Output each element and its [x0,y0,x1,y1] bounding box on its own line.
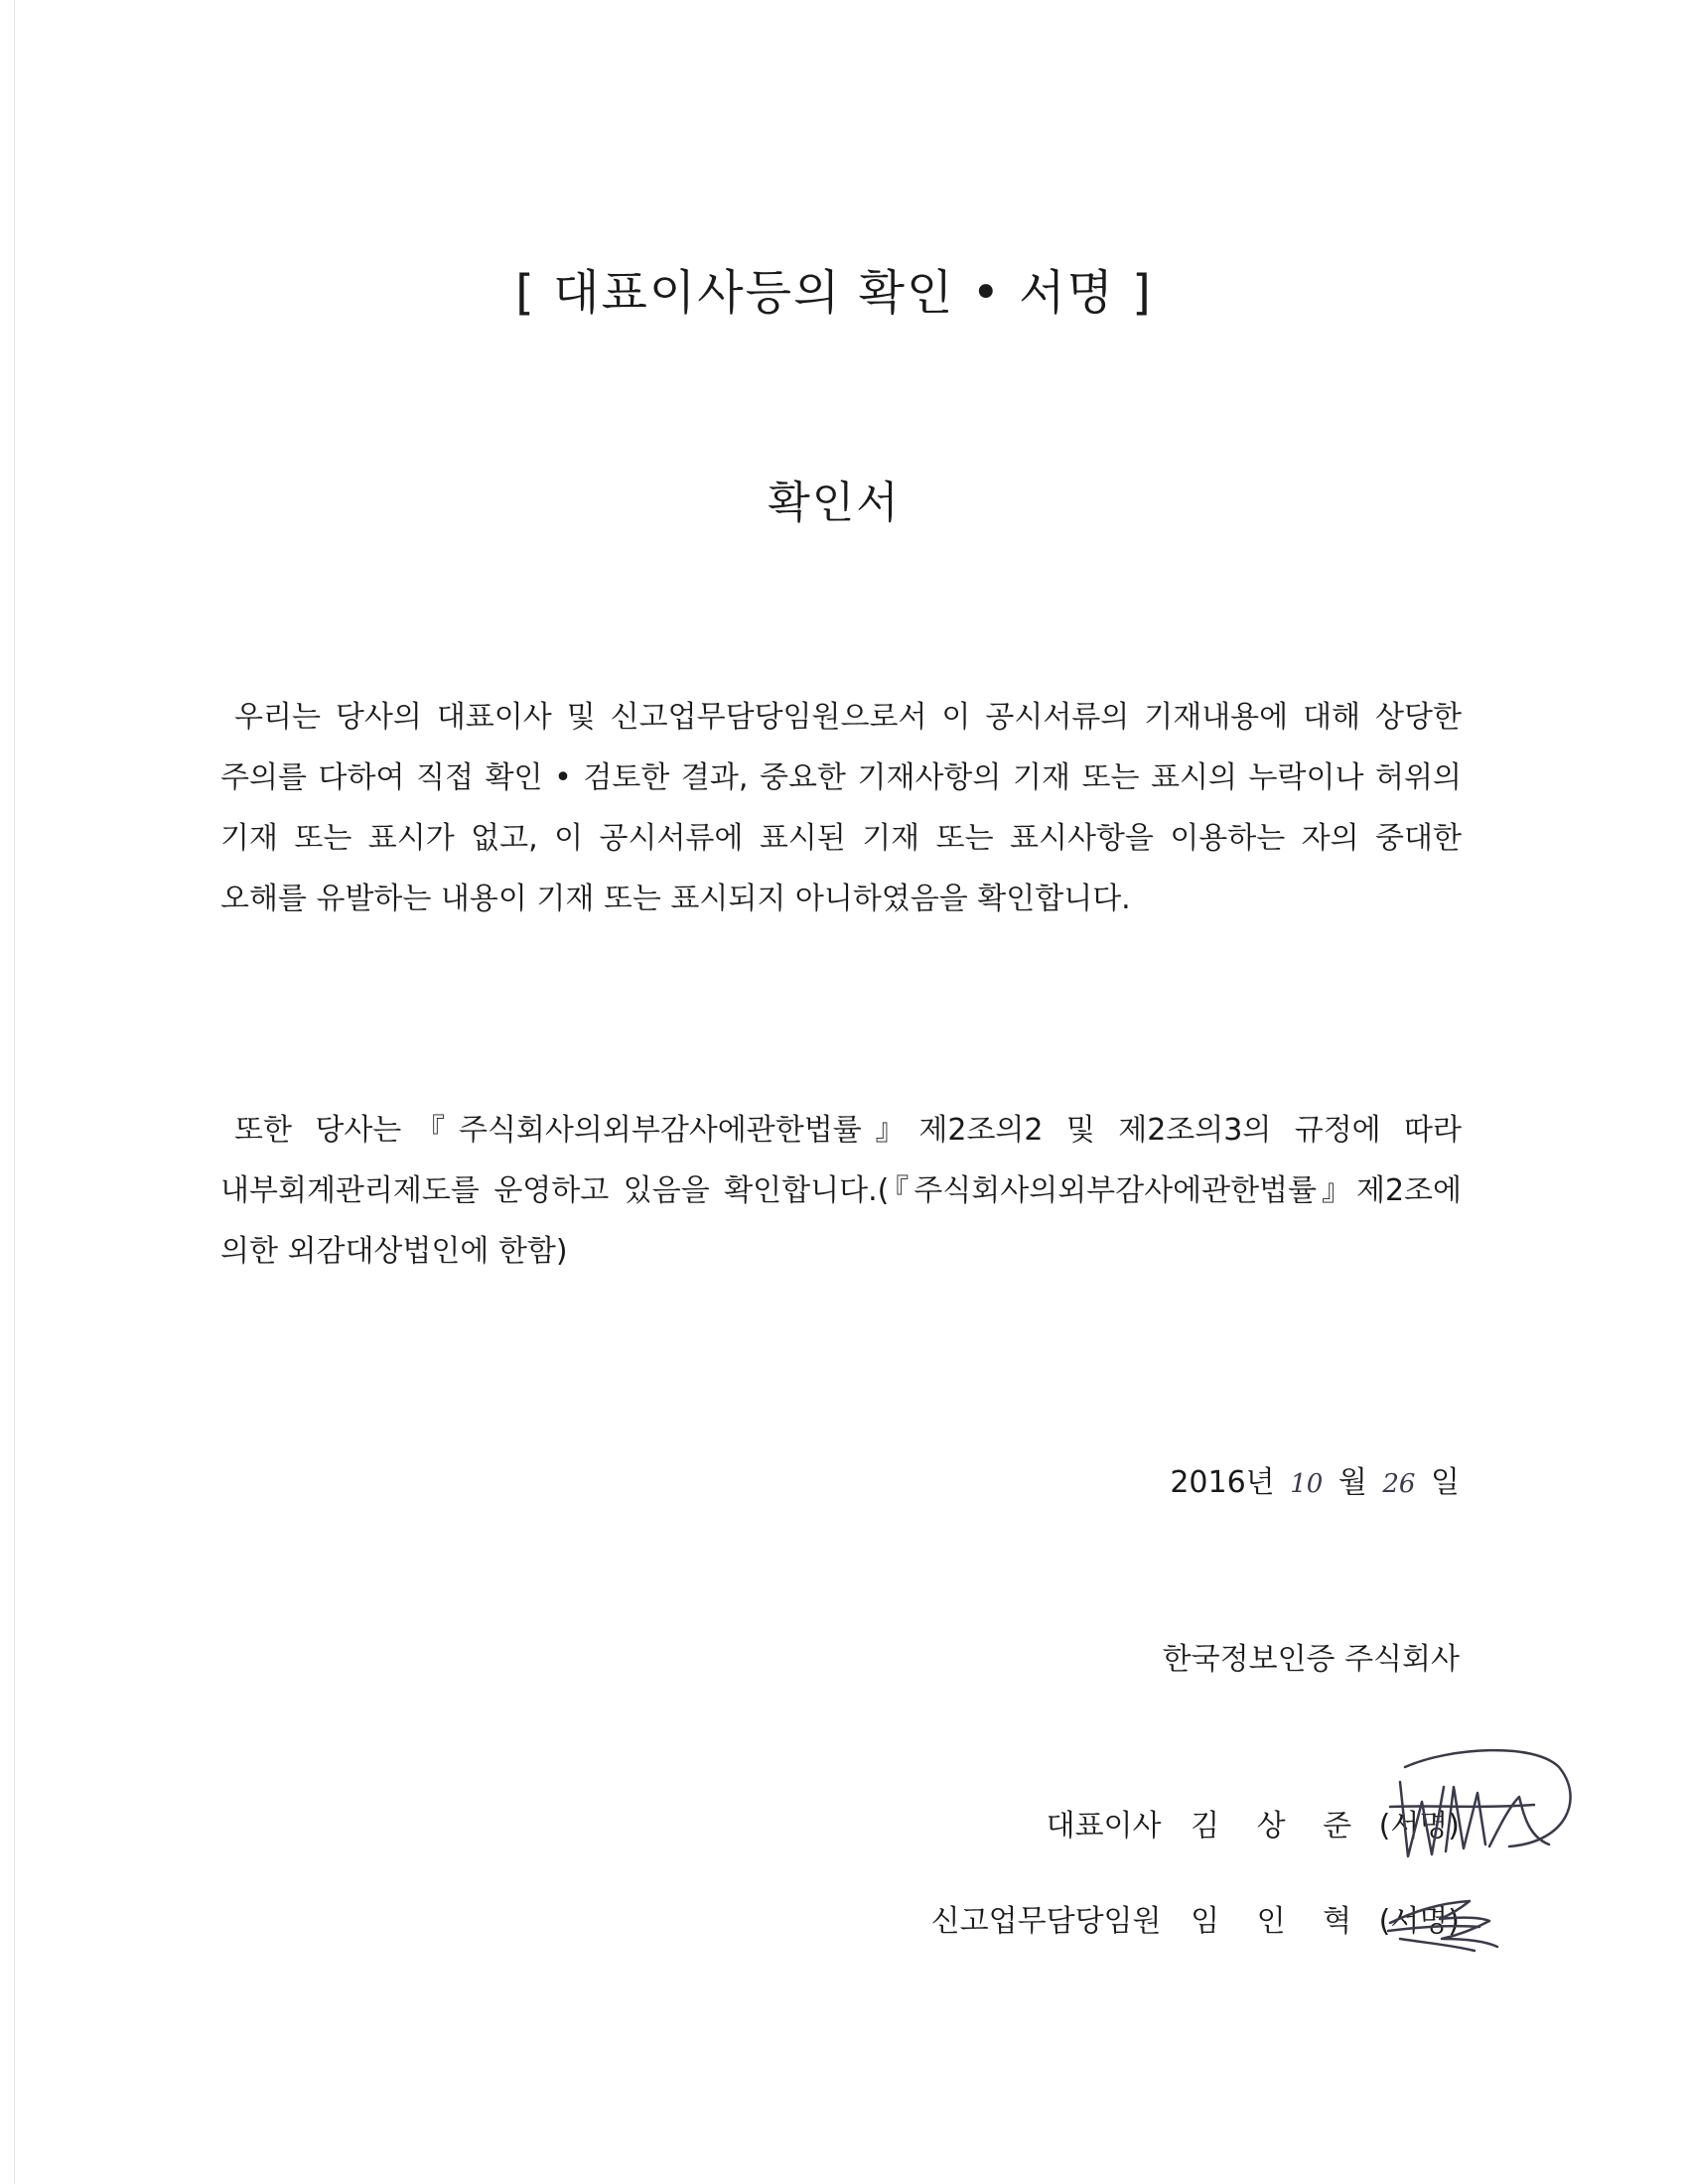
signer-ceo [1047,1807,1460,1846]
company-name: 한국정보인증 주식회사 [1162,1642,1460,1677]
confirmation-paragraph: 우리는 당사의 대표이사 및 신고업무담당임원으로서 이 공시서류의 기재내용에 대해 상당한 주의를 다하여 직접 확인 • 검토한 결과, 중요한 기재사항의 기재 또는 표시의 누락이나 허위의 기재 또는 표시가 없고, 이 공시서류에 표시된 기재 또는 표시사항을 이용하는 자의 중대한 오해를 유발하는 내용이 기재 또는 표시되지 아니하였음을 확인합니다. [220,700,1462,916]
internal-control-paragraph: 또한 당사는『주식회사의외부감사에관한법률』제2조의2 및 제2조의3의 규정에 따라 내부회계관리제도를 운영하고 있음을 확인합니다.(『주식회사의외부감사에관한법률』제2조에 의한 외감대상법인에 한함) [220,1113,1462,1269]
date-month-unit: 월 [1337,1465,1367,1500]
signer-role: 신고업무담당임원 [930,1904,1162,1939]
date-year: 2016년 [1170,1465,1275,1500]
signature-date [1170,1463,1460,1504]
document-title: 확인서 [768,478,901,528]
section-heading: [ 대표이사등의 확인 • 서명 ] [515,265,1153,321]
signer-role: 대표이사 [1046,1809,1162,1843]
ceo-signature-icon [1360,1727,1589,1876]
sign-label: (서명) [1378,1904,1460,1939]
sign-label: (서명) [1378,1809,1460,1843]
date-day-handwritten: 26 [1382,1469,1416,1499]
signer-name: 김 상 준 [1191,1809,1366,1843]
date-month-handwritten: 10 [1290,1469,1324,1499]
signer-officer [931,1902,1460,1942]
signer-name: 임 인 혁 [1191,1904,1366,1939]
date-day-unit: 일 [1431,1465,1460,1500]
scan-edge-line [14,0,15,2184]
